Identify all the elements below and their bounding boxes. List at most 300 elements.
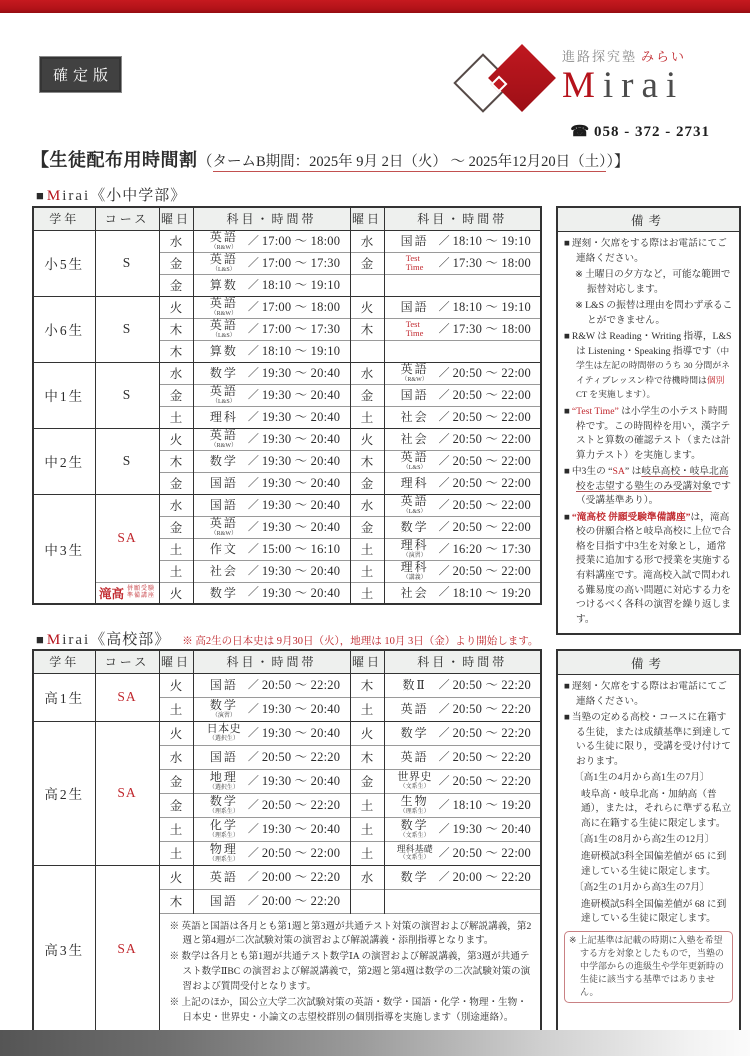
subject-name-group — [203, 543, 245, 555]
course-sublabel — [127, 586, 155, 600]
subject-cell-content — [385, 477, 541, 490]
slash-separator: ／ — [438, 564, 450, 577]
subject-sublabel: （理系生） — [208, 832, 239, 839]
time-range: 17:30 ～ 18:00 — [452, 255, 531, 270]
subject-name-line: Test — [405, 318, 420, 329]
subject-cell-content — [385, 389, 541, 402]
bullet-icon: ※ — [569, 934, 577, 945]
slash-separator: ／ — [438, 454, 450, 467]
slash-separator: ／ — [438, 300, 450, 313]
subject-cell — [384, 793, 541, 817]
time-range: 15:00 ～ 16:10 — [261, 541, 341, 556]
subject-sublabel: （文系生） — [399, 784, 430, 791]
remarks-title: 備考 — [558, 208, 739, 232]
subject-cell — [384, 582, 541, 604]
subject-name-group — [394, 477, 436, 489]
subject-cell-content — [385, 561, 541, 581]
table-row — [33, 494, 541, 516]
school-logo — [460, 44, 712, 124]
subject-cell-content — [385, 451, 541, 471]
day-cell: 金 — [159, 384, 193, 406]
subject-cell — [193, 865, 350, 889]
subject-cell-content — [194, 455, 350, 468]
table-header — [33, 650, 541, 673]
subject-name: 数学 — [209, 454, 238, 468]
schedule-table-highschool — [32, 649, 542, 1034]
subject-cell-content — [385, 254, 541, 273]
column-header: 曜日 — [159, 207, 193, 230]
remark-item — [564, 511, 733, 627]
day-cell: 金 — [350, 384, 384, 406]
heading-brand-rest: irai — [62, 632, 91, 648]
time-range: 17:00 ～ 17:30 — [261, 321, 341, 336]
slash-separator: ／ — [247, 410, 259, 423]
subject-name-group — [394, 703, 436, 715]
day-cell: 土 — [159, 538, 193, 560]
remark-item — [564, 330, 733, 403]
page-title-main: 【生徒配布用時間割 — [31, 150, 198, 170]
bullet-icon: ■ — [564, 681, 570, 692]
slash-separator: ／ — [438, 726, 450, 739]
remark-item — [564, 405, 733, 463]
subject-cell — [384, 406, 541, 428]
day-cell: 木 — [159, 340, 193, 362]
table-note: ※ 英語と国語は各月とも第1週と第3週が共通テスト対策の演習および解説講義，第2週と第4週が二次試験対策の演習および解説講義・添削指導となります。 — [169, 920, 532, 947]
subject-name: 理科 — [209, 410, 238, 424]
day-cell: 土 — [350, 560, 384, 582]
subject-cell-content — [385, 539, 541, 559]
day-cell: 火 — [350, 428, 384, 450]
course-cell: SA — [95, 721, 159, 865]
subject-cell — [193, 318, 350, 340]
subject-name: 理科 — [400, 538, 429, 553]
remark-box — [564, 931, 733, 1003]
subject-name-group — [394, 301, 436, 313]
remark-text: 〔高2生の1月から高3生の7月〕 — [574, 882, 710, 894]
subject-name — [406, 254, 424, 273]
day-cell: 金 — [159, 252, 193, 274]
subject-cell-content — [194, 319, 350, 339]
subject-sublabel: （選択生） — [208, 784, 239, 791]
day-cell: 土 — [159, 841, 193, 865]
course-sublabel-line: 準備講座 — [127, 592, 156, 599]
time-range: 19:30 ～ 20:40 — [261, 563, 341, 578]
subject-cell-content — [194, 843, 350, 863]
subject-name: 作文 — [209, 542, 238, 556]
subject-name: 国語 — [209, 498, 238, 512]
time-range: 20:50 ～ 22:00 — [452, 387, 531, 402]
remark-bracket — [564, 833, 733, 848]
slash-separator: ／ — [438, 234, 450, 247]
bullet-icon: ■ — [564, 466, 570, 478]
time-range: 18:10 ～ 19:10 — [452, 233, 531, 248]
day-cell: 金 — [159, 472, 193, 494]
column-header: コース — [95, 650, 159, 673]
subject-cell-content — [385, 703, 541, 716]
subject-name-group — [203, 819, 245, 839]
section-heading-highschool — [36, 628, 538, 649]
subject-name-group — [394, 389, 436, 401]
slash-separator: ／ — [247, 702, 259, 715]
day-cell: 金 — [350, 472, 384, 494]
bullet-icon: ■ — [564, 238, 570, 249]
term-period: タームB期間：2025年 9月 2日（火） ～ 2025年12月20日（土） — [212, 154, 607, 170]
time-range: 20:50 ～ 22:20 — [261, 677, 341, 692]
logo-tagline — [562, 46, 712, 65]
subject-cell — [193, 296, 350, 318]
subject-sublabel: （L&S） — [402, 508, 427, 515]
remark-text: 進研模試5科全国偏差値が 68 に到達している生徒に限定します。 — [581, 898, 727, 925]
subject-name: 英語 — [209, 870, 238, 884]
time-range: 20:00 ～ 22:20 — [452, 869, 531, 884]
subject-cell — [193, 538, 350, 560]
grade-cell: 小5生 — [33, 230, 95, 296]
subject-name-group — [394, 727, 436, 739]
subject-name-group — [394, 363, 436, 383]
course-cell — [95, 582, 159, 604]
subject-name: 国語 — [209, 476, 238, 490]
table-mount-2 — [32, 649, 542, 1034]
subject-name-group — [203, 699, 245, 719]
remark-text: CT を実施します）。 — [576, 389, 656, 400]
remark-sub — [564, 299, 733, 328]
subject-cell — [193, 362, 350, 384]
subject-name: 社会 — [400, 585, 429, 600]
subject-cell — [193, 428, 350, 450]
subject-name: 英語 — [209, 516, 238, 531]
subject-cell — [193, 384, 350, 406]
time-range: 20:50 ～ 22:00 — [452, 409, 531, 424]
slash-separator: ／ — [247, 564, 259, 577]
subject-cell-content — [194, 429, 350, 449]
subject-name-group — [203, 455, 245, 467]
subject-cell — [193, 252, 350, 274]
subject-cell-content — [194, 819, 350, 839]
table-row — [33, 673, 541, 697]
day-cell: 木 — [350, 673, 384, 697]
subject-name-group — [203, 517, 245, 537]
time-range: 19:30 ～ 20:40 — [261, 519, 341, 534]
table-note: ※ 数学は各月とも第1週が共通テスト数学ⅠA の演習および解説講義，第3週が共通テスト数学ⅡBC の演習および解説講義で，第2週と第4週は数学の二次試験対策の演習および質問受付となります。 — [169, 951, 531, 992]
subject-name-group — [394, 254, 436, 273]
table-row — [33, 721, 541, 745]
subject-name-group — [394, 871, 436, 883]
subject-name: 算数 — [209, 344, 238, 358]
day-cell: 金 — [350, 769, 384, 793]
time-range: 19:30 ～ 20:40 — [261, 475, 341, 490]
subject-cell-content — [194, 499, 350, 512]
slash-separator: ／ — [247, 234, 259, 247]
subject-cell-content — [194, 517, 350, 537]
subject-cell — [384, 252, 541, 274]
slash-separator: ／ — [247, 344, 259, 357]
day-cell: 水 — [159, 494, 193, 516]
subject-cell-content — [385, 679, 541, 692]
day-cell: 土 — [159, 697, 193, 721]
subject-name: 英語 — [400, 750, 429, 764]
subject-name — [406, 320, 424, 339]
day-cell: 金 — [159, 769, 193, 793]
subject-name: 国語 — [400, 234, 429, 248]
subject-cell — [384, 428, 541, 450]
subject-name-group — [394, 539, 436, 559]
subject-cell-content — [194, 587, 350, 600]
day-cell: 土 — [350, 793, 384, 817]
remark-text: 当塾の定める高校・コースに在籍する生徒，または成績基準に到達している生徒に限り，受講を受け付けております。 — [571, 712, 731, 767]
day-cell — [350, 889, 384, 913]
subject-name-group — [203, 795, 245, 815]
subject-cell-content — [385, 727, 541, 740]
subject-name: 数学 — [209, 585, 238, 600]
subject-cell — [193, 697, 350, 721]
bullet-icon: ■ — [564, 712, 570, 724]
time-range: 19:30 ～ 20:40 — [261, 585, 341, 600]
subject-sublabel: （R&W） — [210, 244, 238, 251]
table-row — [33, 428, 541, 450]
time-range: 17:30 ～ 18:00 — [452, 321, 531, 336]
subject-cell-content — [385, 363, 541, 383]
time-range: 19:30 ～ 20:40 — [261, 365, 341, 380]
subject-cell — [384, 230, 541, 252]
subject-cell — [193, 673, 350, 697]
subject-sublabel: （R&W） — [210, 530, 238, 537]
subject-name-group — [203, 587, 245, 599]
course-cell: S — [95, 428, 159, 494]
remark-item — [564, 237, 733, 266]
day-cell: 土 — [350, 406, 384, 428]
subject-name: 社会 — [209, 564, 238, 578]
slash-separator: ／ — [438, 586, 450, 599]
subject-sublabel: （R&W） — [210, 310, 238, 317]
subject-sublabel: （R&W） — [401, 376, 428, 383]
subject-name-group — [394, 795, 436, 815]
day-cell: 金 — [350, 516, 384, 538]
bullet-icon: ■ — [564, 406, 570, 418]
subject-cell-content — [194, 477, 350, 490]
slash-separator: ／ — [438, 702, 450, 715]
subject-name-group — [203, 319, 245, 339]
subject-cell-content — [194, 345, 350, 358]
subject-name-group — [203, 499, 245, 511]
subject-cell-content — [385, 587, 541, 600]
remark-bracket — [564, 771, 733, 786]
day-cell: 木 — [159, 450, 193, 472]
slash-separator: ／ — [438, 750, 450, 763]
subject-cell-content — [385, 495, 541, 515]
day-cell: 水 — [350, 494, 384, 516]
subject-cell — [384, 745, 541, 769]
time-range: 20:00 ～ 22:20 — [261, 893, 341, 908]
column-header: 科目・時間帯 — [384, 207, 541, 230]
remark-text: 進研模試3科全国偏差値が 65 に到達している生徒に限定します。 — [581, 851, 727, 877]
remark-text: は，滝高校の併願合格と岐阜高校に上位で合格を目指す中3生を対象とし，通常授業に追加する形で授業を実施する有料講座です。 — [576, 511, 731, 582]
column-header: 科目・時間帯 — [384, 650, 541, 673]
slash-separator: ／ — [247, 678, 259, 691]
subject-cell — [193, 793, 350, 817]
subject-name: 数学 — [400, 520, 429, 534]
subject-name: 数学 — [209, 794, 238, 809]
slash-separator: ／ — [247, 476, 259, 489]
subject-cell-content — [385, 751, 541, 764]
slash-separator: ／ — [438, 520, 450, 533]
subject-name: 世界史 — [397, 770, 432, 783]
time-range: 20:50 ～ 22:20 — [261, 797, 341, 812]
subject-cell-content — [194, 724, 350, 743]
time-range: 20:50 ～ 22:20 — [452, 701, 531, 716]
subject-cell — [193, 472, 350, 494]
subject-name: 国語 — [400, 388, 429, 402]
heading-brand-initial: M — [46, 188, 63, 204]
grade-cell: 高3生 — [33, 865, 95, 1033]
footer-gradient-bar — [0, 1030, 750, 1056]
subject-cell — [384, 865, 541, 889]
remark-text: L&S の振替は理由を問わず承ることができません。 — [585, 300, 733, 326]
slash-separator: ／ — [247, 846, 259, 859]
subject-cell — [384, 516, 541, 538]
time-range: 19:30 ～ 20:40 — [261, 725, 341, 740]
subject-name-group — [394, 845, 436, 862]
remark-cont — [564, 898, 733, 927]
day-cell: 金 — [159, 516, 193, 538]
table-body — [33, 673, 541, 1033]
subject-sublabel: （講義） — [402, 574, 427, 581]
day-cell: 土 — [350, 841, 384, 865]
phone-number — [570, 122, 710, 141]
slash-separator: ／ — [438, 432, 450, 445]
time-range: 19:30 ～ 20:40 — [261, 821, 341, 836]
bullet-icon: ※ — [575, 300, 584, 312]
course-label: 滝高 — [98, 586, 124, 601]
subject-cell-content — [194, 253, 350, 273]
subject-cell — [193, 406, 350, 428]
time-range: 17:00 ～ 17:30 — [261, 255, 341, 270]
time-range: 20:50 ～ 22:00 — [452, 845, 531, 860]
slash-separator: ／ — [247, 586, 259, 599]
table-row — [33, 582, 541, 604]
phone-digits: 058 - 372 - 2731 — [594, 124, 710, 140]
table-row — [33, 865, 541, 889]
bullet-icon: ※ — [575, 269, 584, 281]
remark-bracket — [564, 881, 733, 896]
notes-cell — [159, 913, 541, 1033]
remark-item — [564, 680, 733, 709]
time-range: 19:30 ～ 20:40 — [261, 409, 341, 424]
subject-name: 生物 — [400, 794, 429, 809]
day-cell: 土 — [350, 538, 384, 560]
subject-name-group — [394, 587, 436, 599]
grade-cell: 中1生 — [33, 362, 95, 428]
slash-separator: ／ — [438, 678, 450, 691]
day-cell: 火 — [159, 721, 193, 745]
subject-cell-content — [194, 565, 350, 578]
subject-cell — [384, 538, 541, 560]
remark-text: 土曜日の夕方など，可能な範囲で振替対応します。 — [585, 269, 731, 295]
time-range: 18:10 ～ 19:10 — [261, 277, 341, 292]
remark-text: は小学生の小テスト時間枠です。 — [576, 406, 728, 432]
time-range: 20:50 ～ 22:00 — [452, 431, 531, 446]
column-header: 曜日 — [350, 207, 384, 230]
square-bullet-icon: ■ — [36, 632, 44, 647]
subject-cell-content — [385, 320, 541, 339]
subject-cell — [384, 841, 541, 865]
subject-name: 日本史 — [206, 722, 242, 735]
remarks-body — [558, 232, 739, 633]
phone-icon: ☎ — [570, 124, 590, 140]
remarks-body — [558, 675, 739, 1009]
section-highschool — [32, 649, 741, 1034]
slash-separator: ／ — [247, 798, 259, 811]
slash-separator: ／ — [247, 256, 259, 269]
remark-text: 上記基準は記載の時期に入塾を希望する方を対象としたもので，当塾の中学部からの進級生や学年更新時の生徒に該当する基準ではありません。 — [578, 934, 725, 997]
subject-cell-content — [194, 231, 350, 251]
logo-brand-rest: irai — [602, 65, 685, 106]
subject-name: 英語 — [400, 702, 429, 716]
day-cell: 木 — [159, 889, 193, 913]
day-cell: 火 — [159, 296, 193, 318]
time-range: 19:30 ～ 20:40 — [261, 387, 341, 402]
time-range: 20:00 ～ 22:20 — [261, 869, 341, 884]
slash-separator: ／ — [247, 870, 259, 883]
subject-sublabel: （R&W） — [210, 442, 238, 449]
remark-text: 中3生の “ — [571, 466, 613, 478]
subject-cell — [384, 494, 541, 516]
page-title-paren-open: （ — [197, 154, 213, 170]
subject-cell-content — [194, 543, 350, 556]
subject-cell-content — [385, 301, 541, 314]
subject-name: 理科 — [400, 476, 429, 490]
subject-cell-content — [385, 819, 541, 839]
subject-cell-content — [194, 751, 350, 764]
remark-text: 岐阜高・岐阜北高・加納高（普通），または，それらに準ずる私立高に在籍する生徒に限定します。 — [581, 788, 732, 829]
time-range: 20:50 ～ 22:00 — [452, 519, 531, 534]
subject-cell — [384, 697, 541, 721]
day-cell: 土 — [350, 582, 384, 604]
subject-sublabel: （L&S） — [212, 266, 236, 273]
remark-text: 遅刻・欠席をする際はお電話にてご連絡ください。 — [571, 238, 727, 264]
remark-text: （中学生は左記の時間帯のうち 30 分間がネイティブレッスン枠で待機時間は — [576, 345, 730, 385]
remark-text: 遅刻・欠席をする際はお電話にてご連絡ください。 — [571, 681, 727, 707]
day-cell: 水 — [159, 745, 193, 769]
subject-name-group — [394, 235, 436, 247]
subject-name-group — [203, 477, 245, 489]
time-range: 20:50 ～ 22:20 — [452, 773, 531, 788]
column-header: 曜日 — [350, 650, 384, 673]
header-row — [33, 650, 541, 673]
slash-separator: ／ — [247, 366, 259, 379]
day-cell: 木 — [159, 318, 193, 340]
subject-name-group — [203, 771, 245, 791]
subject-name: 国語 — [209, 678, 238, 692]
subject-name-group — [394, 451, 436, 471]
subject-sublabel: （文系生） — [399, 832, 430, 839]
slash-separator: ／ — [438, 822, 450, 835]
slash-separator: ／ — [438, 774, 450, 787]
subject-cell — [384, 296, 541, 318]
subject-name: 国語 — [209, 750, 238, 764]
subject-cell — [193, 841, 350, 865]
day-cell: 木 — [350, 318, 384, 340]
subject-cell-content — [194, 297, 350, 317]
slash-separator: ／ — [438, 542, 450, 555]
subject-sublabel: （L&S） — [212, 398, 236, 405]
subject-sublabel: （理系生） — [399, 808, 430, 815]
section-heading-elementary-junior — [36, 184, 186, 205]
remark-cont — [564, 788, 733, 832]
subject-sublabel: （演習） — [402, 552, 427, 559]
remark-text: 滝高校入試で問われる難易度の高い問題に対応する力をつけるべく各科の演習を繰り返します。 — [576, 570, 731, 625]
subject-cell-content — [194, 795, 350, 815]
subject-cell-content — [385, 871, 541, 884]
